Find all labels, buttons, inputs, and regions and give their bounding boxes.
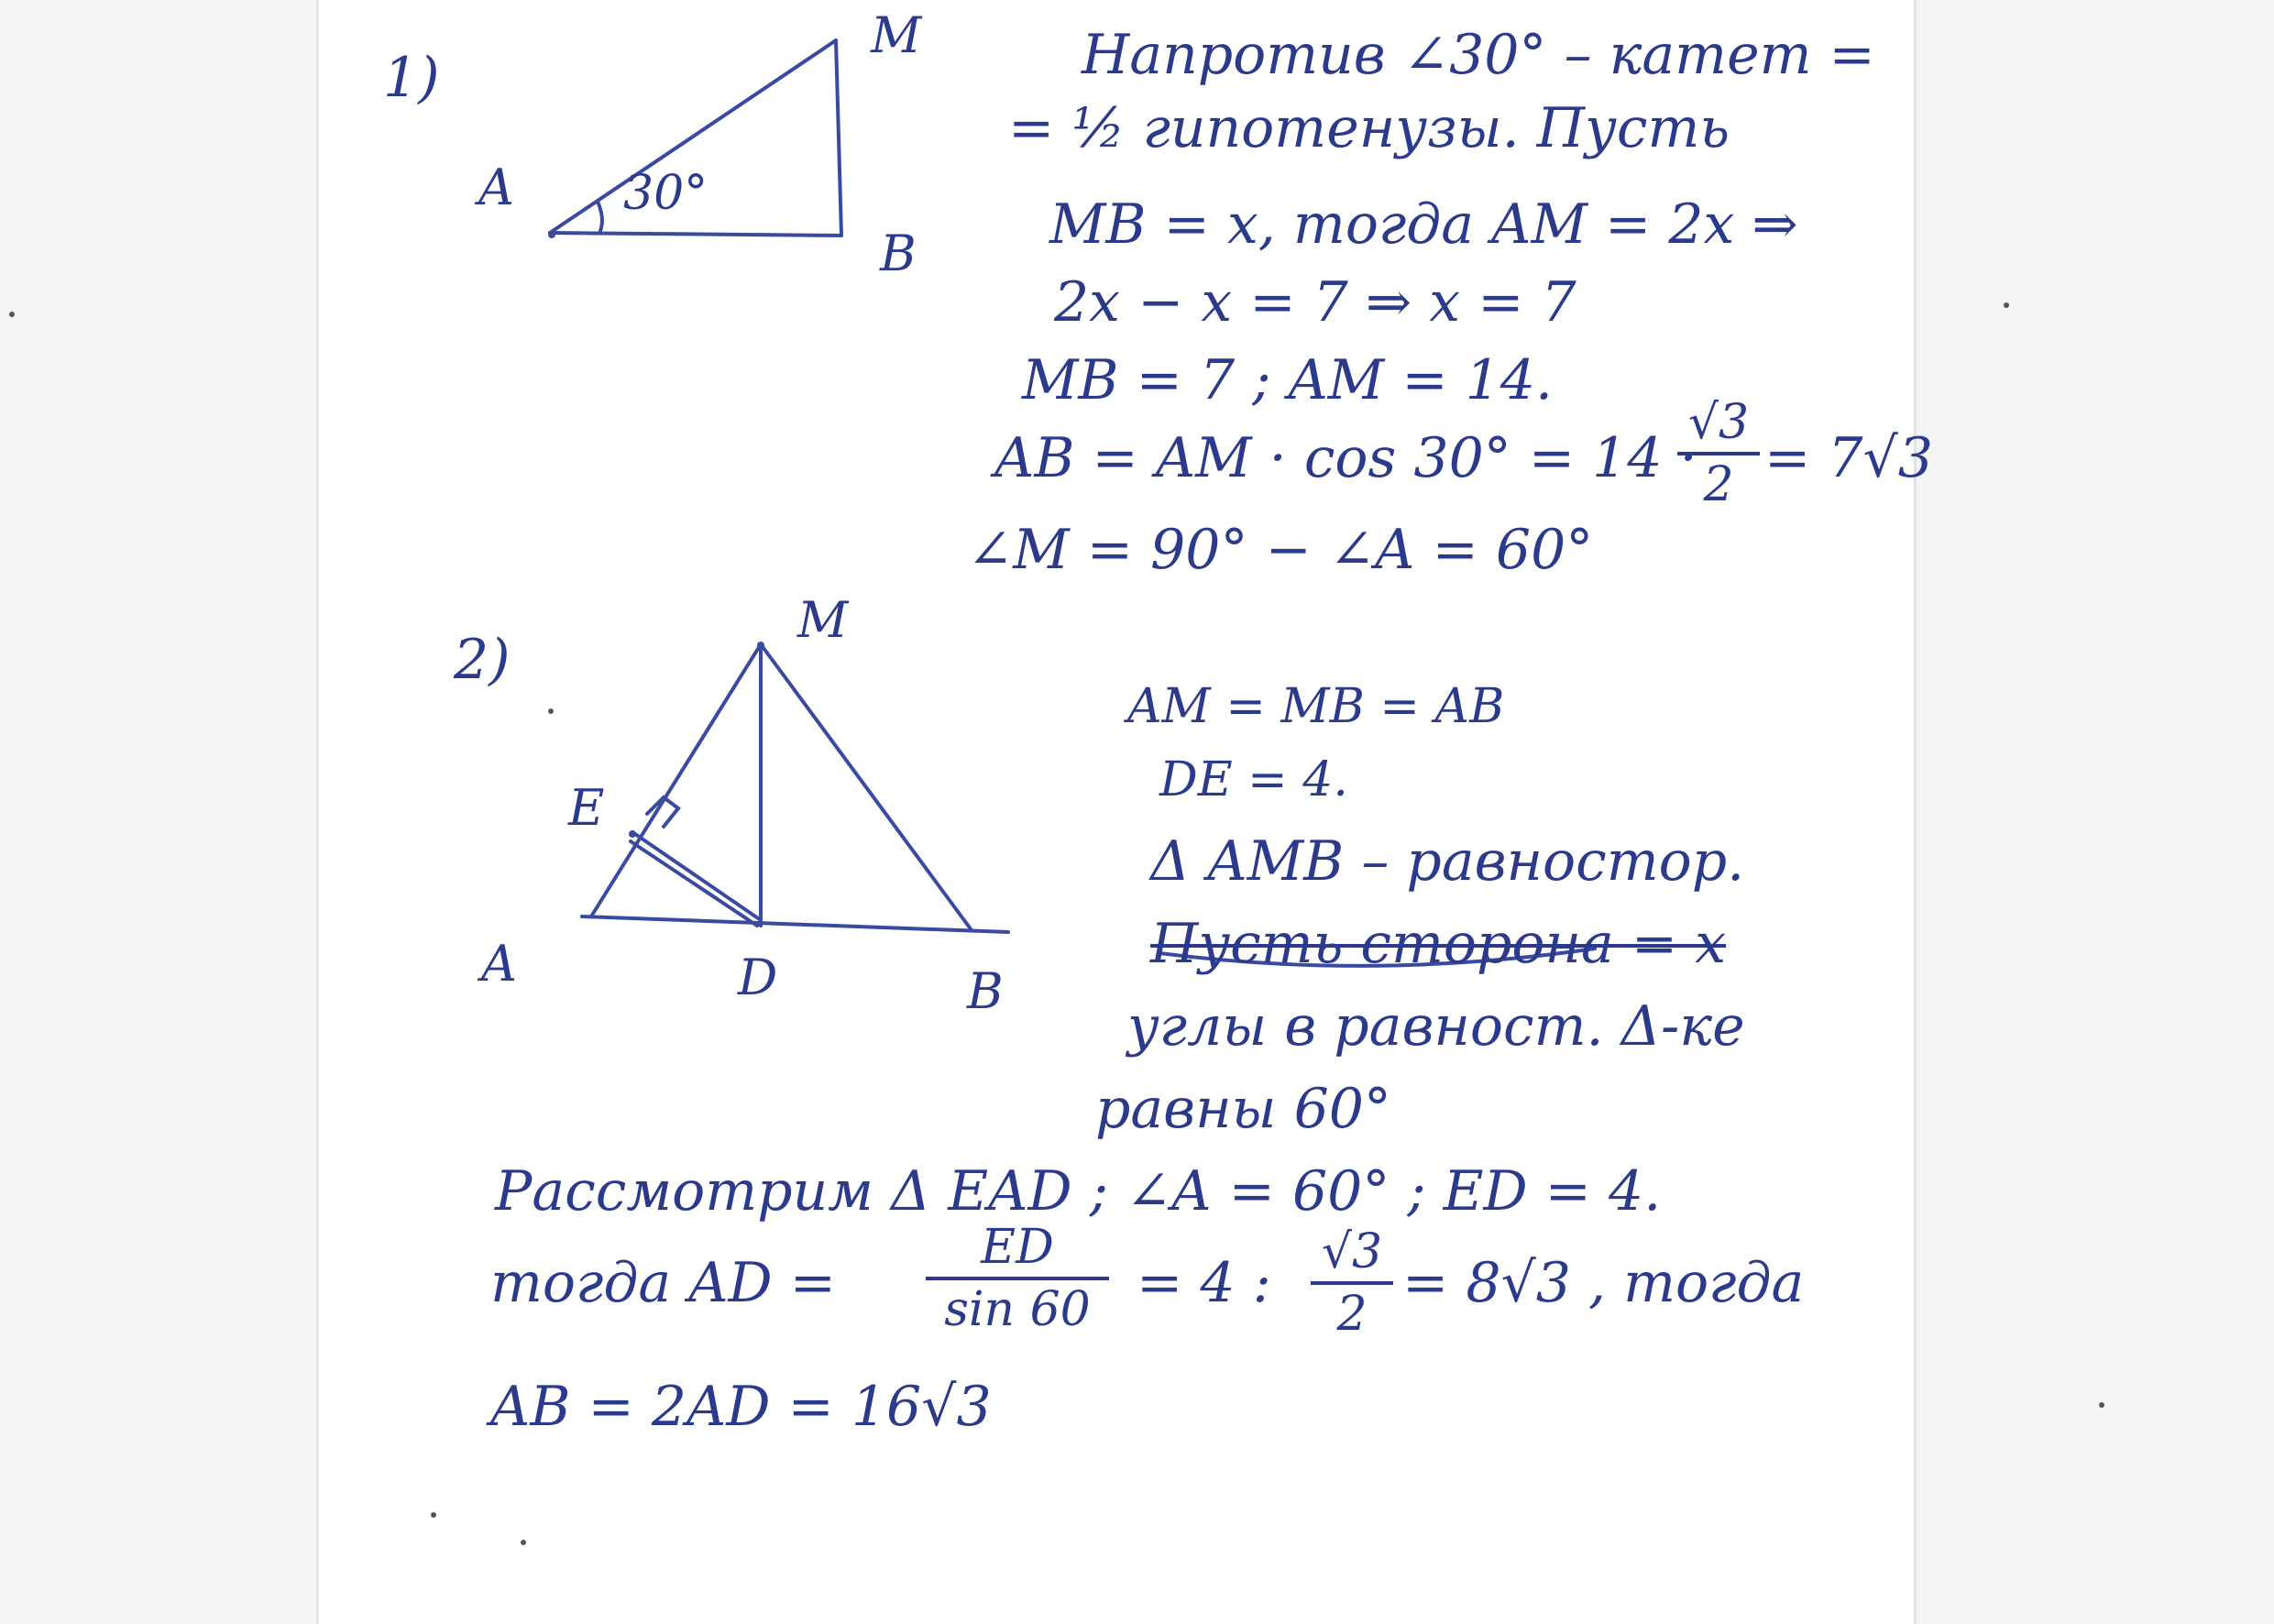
solution-frac1-bar — [926, 1277, 1109, 1280]
perpendicular-de-double — [631, 841, 757, 926]
label-b-2: B — [967, 962, 1004, 1020]
angle-label-30: 30° — [623, 166, 709, 221]
solution-frac2-bar — [1311, 1281, 1393, 1285]
scan-speck — [548, 708, 554, 714]
solution-frac2-num: √3 — [1321, 1224, 1383, 1279]
scan-speck — [431, 1512, 436, 1518]
label-b-1: B — [880, 225, 917, 282]
leg-mb — [836, 40, 841, 236]
leg-ab — [550, 233, 841, 236]
p2-line-6: равны 60° — [1095, 1077, 1391, 1141]
solution-line-5: AB = 2AD = 16√3 — [490, 1375, 992, 1439]
p1-frac-den: 2 — [1703, 457, 1734, 512]
p1-line-6: AB = AM · cos 30° = 14 · — [994, 426, 1697, 490]
label-m-2: M — [797, 591, 849, 649]
p1-fraction — [1677, 395, 1760, 512]
p1-line-2: = ½ гипотенузы. Пусть — [1008, 96, 1730, 160]
label-e-2: E — [568, 779, 605, 837]
solution-line-2: тогда AD = — [490, 1251, 836, 1315]
perpendicular-de — [632, 832, 761, 920]
point-m-2 — [757, 642, 764, 649]
solution-line-3: = 4 : — [1137, 1251, 1271, 1315]
p2-line-5: углы в равност. Δ-ке — [1127, 994, 1745, 1059]
p2-line-3: Δ AMB – равностор. — [1150, 829, 1745, 894]
point-e-2 — [629, 830, 636, 838]
p1-line-7: = 7√3 — [1764, 426, 1933, 490]
side-mb — [761, 644, 972, 930]
p1-line-4: 2x − x = 7 ⇒ x = 7 — [1054, 270, 1576, 335]
solution-frac1-den: sin 60 — [944, 1282, 1091, 1337]
solution-fraction-1 — [926, 1220, 1109, 1337]
label-m-1: M — [871, 6, 922, 64]
angle-arc-30 — [598, 202, 602, 231]
scan-speck — [9, 312, 15, 317]
p2-line-4-struck: Пусть сторона = x — [1150, 912, 1727, 976]
solution-line-1: Рассмотрим Δ EAD ; ∠A = 60° ; ED = 4. — [495, 1159, 1662, 1223]
p1-frac-bar — [1677, 452, 1760, 455]
scan-speck — [2004, 302, 2009, 308]
problem-2-number: 2) — [454, 628, 511, 692]
p2-line-2: DE = 4. — [1159, 752, 1348, 807]
label-a-1: A — [478, 159, 514, 216]
solution-line-4: = 8√3 , тогда — [1402, 1251, 1805, 1315]
solution-frac1-num: ED — [981, 1220, 1054, 1275]
triangle-2 — [582, 644, 1008, 932]
p1-line-8: ∠M = 90° − ∠A = 60° — [967, 518, 1594, 582]
scan-speck — [521, 1540, 526, 1545]
label-a-2: A — [481, 935, 517, 993]
scan-speck — [2099, 1402, 2104, 1408]
p1-line-5: MB = 7 ; AM = 14. — [1022, 348, 1554, 412]
p1-frac-num: √3 — [1687, 395, 1750, 450]
p2-line-1: AM = MB = AB — [1127, 679, 1505, 734]
p1-line-1: Напротив ∠30° – катет = — [1082, 23, 1875, 87]
solution-fraction-2 — [1311, 1224, 1393, 1342]
problem-1-number: 1) — [383, 46, 440, 110]
side-ab — [582, 916, 1008, 932]
p1-line-3: MB = x, тогда AM = 2x ⇒ — [1049, 192, 1798, 257]
solution-frac2-den: 2 — [1336, 1287, 1368, 1342]
label-d-2: D — [738, 949, 778, 1006]
side-am — [591, 644, 761, 916]
point-a-1 — [548, 231, 555, 238]
